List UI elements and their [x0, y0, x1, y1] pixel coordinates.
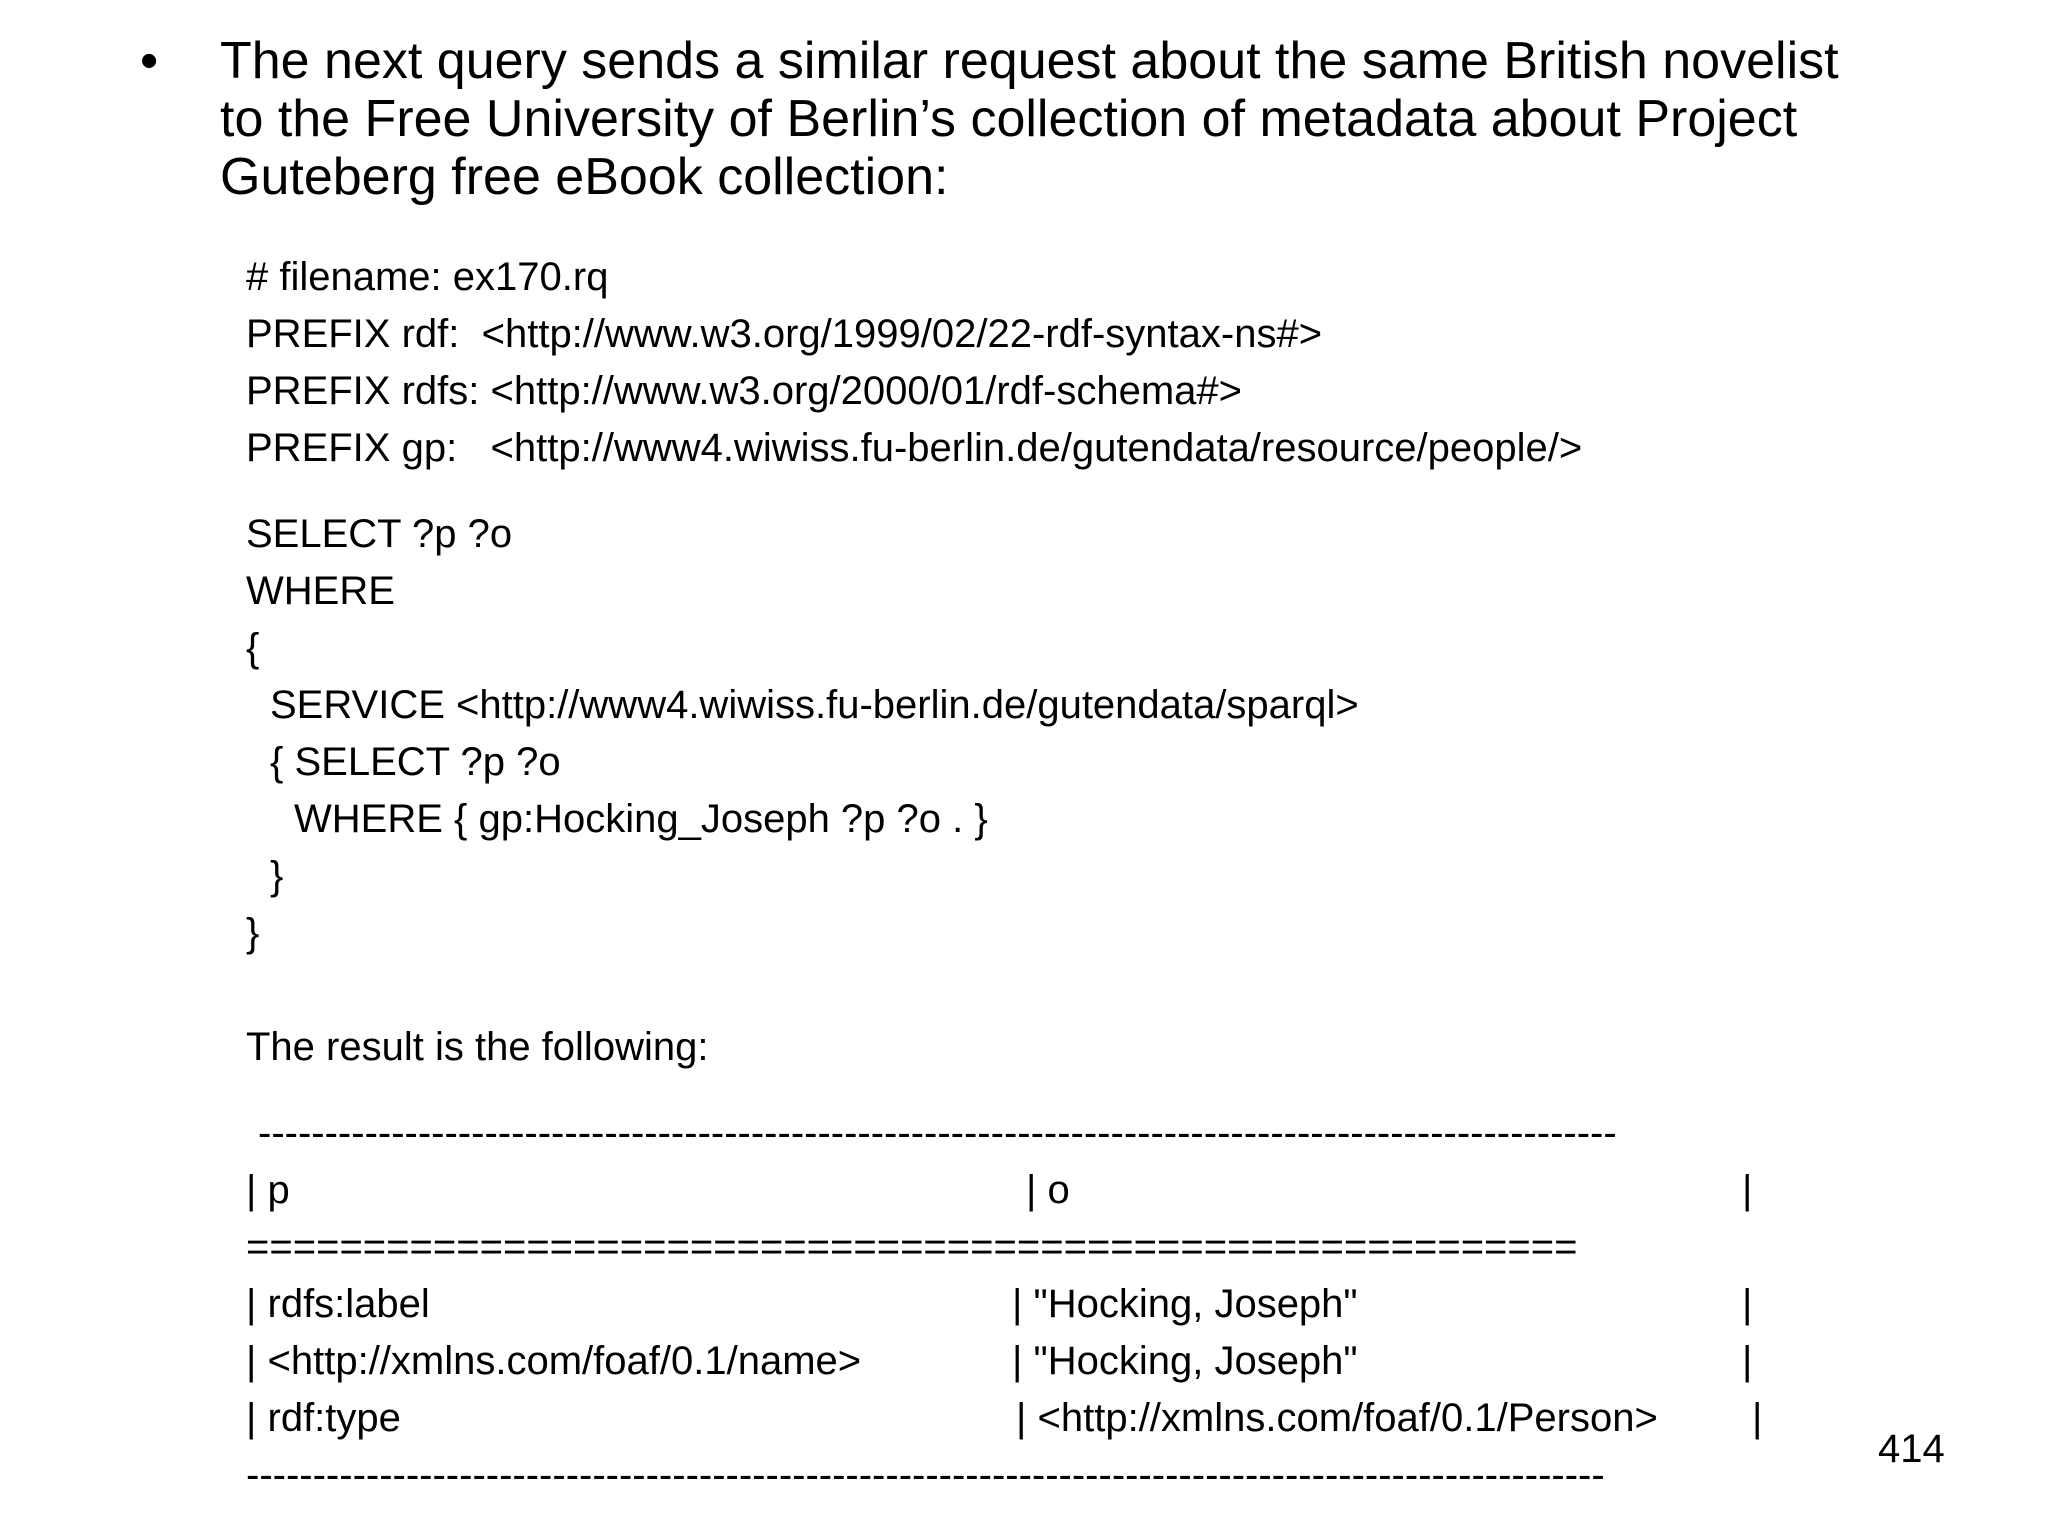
bullet-line: The next query sends a similar request about the same British novelist — [220, 32, 1839, 90]
table-header-rule: ========================================================= — [246, 1225, 1578, 1269]
result-intro: The result is the following: — [246, 1025, 709, 1069]
query-prefix-rdfs: PREFIX rdfs: <http://www.w3.org/2000/01/rdf-schema#> — [246, 369, 1243, 413]
bullet-marker: • — [140, 32, 159, 90]
query-inner-select: { SELECT ?p ?o — [270, 740, 561, 784]
bullet-line: Guteberg free eBook collection: — [220, 148, 949, 206]
query-prefix-gp: PREFIX gp: <http://www4.wiwiss.fu-berlin.de/gutendata/resource/people/> — [246, 426, 1583, 470]
table-cell-p: | rdf:type — [246, 1396, 401, 1440]
query-open-brace: { — [246, 626, 260, 670]
table-cell-end: | — [1752, 1396, 1763, 1440]
query-select: SELECT ?p ?o — [246, 512, 513, 556]
table-top-rule: ------------------------------------------------------------------------------------------------------ — [258, 1111, 1617, 1155]
query-inner-close: } — [270, 854, 284, 898]
table-bottom-rule: ------------------------------------------------------------------------------------------------------ — [246, 1453, 1605, 1497]
table-cell-p: | rdfs:label — [246, 1282, 430, 1326]
table-cell-end: | — [1742, 1339, 1753, 1383]
query-comment: # filename: ex170.rq — [246, 255, 609, 299]
query-inner-where: WHERE { gp:Hocking_Joseph ?p ?o . } — [294, 797, 988, 841]
table-cell-p: | <http://xmlns.com/foaf/0.1/name> — [246, 1339, 862, 1383]
query-service: SERVICE <http://www4.wiwiss.fu-berlin.de/gutendata/sparql> — [270, 683, 1359, 727]
table-cell-o: | <http://xmlns.com/foaf/0.1/Person> — [1016, 1396, 1658, 1440]
table-cell-end: | — [1742, 1282, 1753, 1326]
table-header-p: | p — [246, 1168, 290, 1212]
table-header-end: | — [1742, 1168, 1753, 1212]
query-prefix-rdf: PREFIX rdf: <http://www.w3.org/1999/02/22-rdf-syntax-ns#> — [246, 312, 1323, 356]
bullet-line: to the Free University of Berlin’s collection of metadata about Project — [220, 90, 1798, 148]
table-header-o: | o — [1026, 1168, 1070, 1212]
query-close-brace: } — [246, 911, 260, 955]
table-cell-o: | "Hocking, Joseph" — [1012, 1339, 1358, 1383]
table-cell-o: | "Hocking, Joseph" — [1012, 1282, 1358, 1326]
bullet-text — [220, 32, 1940, 206]
query-where: WHERE — [246, 569, 395, 613]
page-number: 414 — [1878, 1427, 1945, 1471]
